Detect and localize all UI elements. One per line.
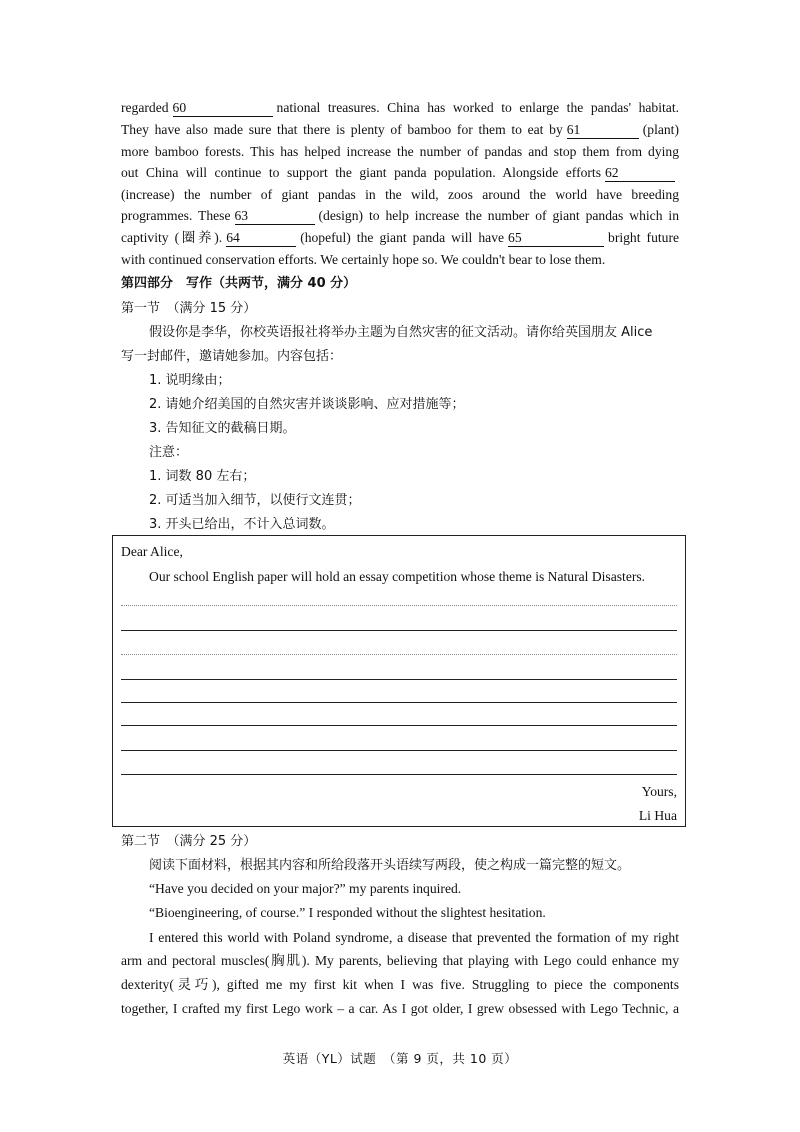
section2-instruction: 阅读下面材料，根据其内容和所给段落开头语续写两段，使之构成一篇完整的短文。 (149, 858, 631, 873)
writing-line[interactable] (121, 630, 677, 631)
content-item-1: 1. 说明缘由； (149, 373, 231, 388)
blank-61[interactable]: 61 (567, 122, 639, 139)
section1-title: 第一节 （满分 15 分） (121, 301, 257, 316)
story-line-q1: “Have you decided on your major?” my parents inquired. (149, 881, 462, 896)
writing-line[interactable] (121, 774, 677, 775)
blank-65[interactable]: 65 (508, 230, 604, 247)
section1-prompt-1: 假设你是李华，你校英语报社将举办主题为自然灾害的征文活动。请你给英国朋友 Alice (149, 325, 653, 340)
note-3: 3. 开头已给出，不计入总词数。 (149, 517, 335, 532)
passage-line-1: regarded 60 national treasures. China has worked to enlarge the pandas' habitat. (121, 100, 679, 115)
writing-line[interactable] (121, 725, 677, 726)
writing-line[interactable] (121, 750, 677, 751)
passage-line-2: They have also made sure that there is plenty of bamboo for them to eat by 61 (plant) (121, 122, 679, 137)
note-1: 1. 词数 80 左右； (149, 469, 256, 484)
story-line-2: arm and pectoral muscles(胸肌). My parents, believing that playing with Lego could enhance my (121, 953, 679, 968)
story-line-1: I entered this world with Poland syndrome, a disease that prevented the formation of my right (149, 930, 679, 945)
letter-salutation: Dear Alice, (121, 544, 183, 559)
page-footer: 英语（YL）试题 （第 9 页，共 10 页） (282, 1051, 518, 1066)
letter-opening: Our school English paper will hold an essay competition whose theme is Natural Disasters. (149, 569, 646, 584)
story-line-4: together, I crafted my first Lego work – a car. As I got older, I grew obsessed with Lego Technic, a (121, 1001, 679, 1016)
writing-line[interactable] (121, 605, 677, 606)
story-line-q2: “Bioengineering, of course.” I responded without the slightest hesitation. (149, 905, 546, 920)
letter-signature: Li Hua (638, 808, 677, 823)
notes-label: 注意： (149, 445, 189, 460)
passage-line-8: with continued conservation efforts. We certainly hope so. We couldn't bear to lose them. (121, 252, 606, 267)
blank-60[interactable]: 60 (173, 100, 273, 117)
writing-line[interactable] (121, 654, 677, 655)
content-item-3: 3. 告知征文的截稿日期。 (149, 421, 296, 436)
blank-62[interactable]: 62 (605, 165, 675, 182)
part4-title: 第四部分 写作（共两节，满分 40 分） (121, 276, 357, 291)
section2-title: 第二节 （满分 25 分） (121, 834, 257, 849)
passage-line-7: captivity (圈养). 64 (hopeful) the giant panda will have 65 bright future (121, 230, 680, 245)
content-item-2: 2. 请她介绍美国的自然灾害并谈谈影响、应对措施等； (149, 397, 465, 412)
blank-63[interactable]: 63 (235, 208, 315, 225)
story-line-3: dexterity(灵巧), gifted me my first kit when I was five. Struggling to piece the components (121, 977, 679, 992)
writing-line[interactable] (121, 702, 677, 703)
passage-line-4: out China will continue to support the giant panda population. Alongside efforts 62 (121, 163, 679, 183)
passage-line-6: programmes. These 63 (design) to help increase the number of giant pandas which in (121, 208, 679, 223)
writing-line[interactable] (121, 679, 677, 680)
blank-64[interactable]: 64 (226, 230, 296, 247)
section1-prompt-2: 写一封邮件，邀请她参加。内容包括： (121, 349, 343, 364)
note-2: 2. 可适当加入细节，以使行文连贯； (149, 493, 361, 508)
letter-closing: Yours, (641, 784, 677, 799)
passage-line-5: (increase) the number of giant pandas in the wild, zoos around the world have breeding (121, 187, 679, 202)
letter-answer-box[interactable] (112, 535, 686, 827)
passage-line-3: more bamboo forests. This has helped increase the number of pandas and stop them from dying (121, 144, 679, 159)
